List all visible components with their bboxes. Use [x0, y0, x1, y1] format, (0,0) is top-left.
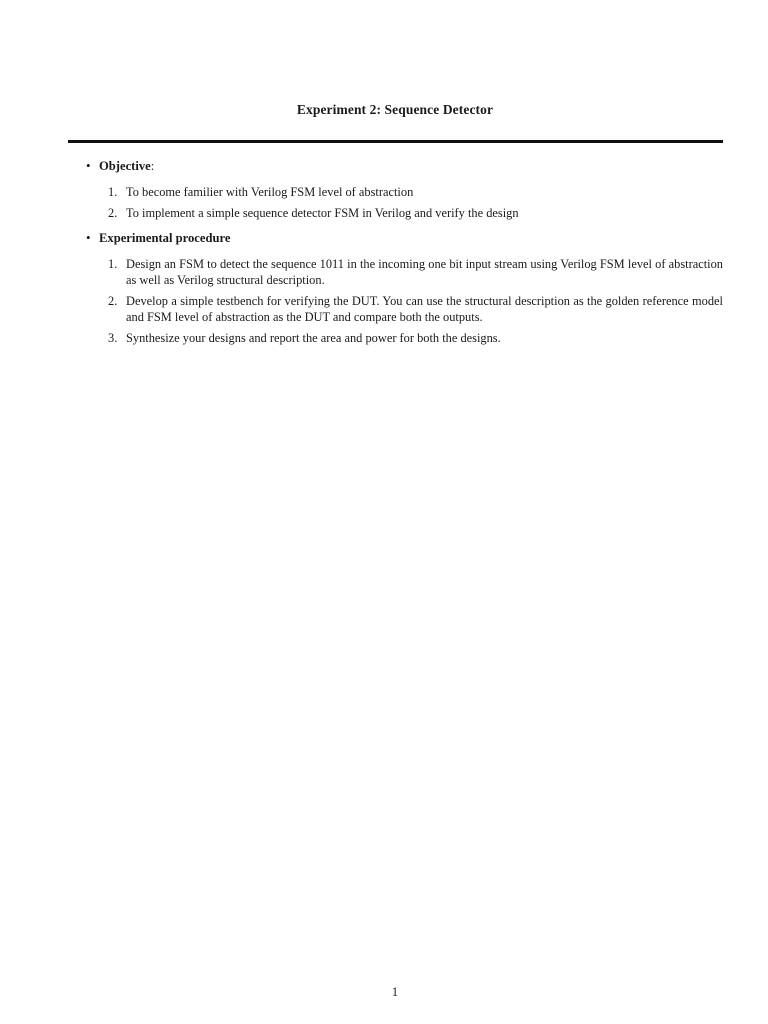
section-heading [86, 158, 723, 176]
bullet-icon: • [86, 230, 91, 245]
page-number: 1 [391, 985, 399, 999]
item-text: To become familier with Verilog FSM level of abstraction [126, 185, 414, 199]
document-body [0, 158, 768, 351]
item-number: 2. [108, 206, 118, 220]
bullet-icon: • [86, 158, 91, 173]
section-title: Objective [99, 159, 151, 173]
item-number: 1. [108, 257, 118, 271]
procedure-list [86, 256, 723, 346]
item-text: Synthesize your designs and report the area and power for both the designs. [126, 331, 501, 345]
section-heading [86, 230, 723, 248]
section-title: Experimental procedure [99, 231, 231, 245]
item-number: 2. [108, 294, 118, 308]
item-number: 3. [108, 331, 118, 345]
item-number: 1. [108, 185, 118, 199]
objective-list [86, 184, 723, 221]
list-item [86, 330, 723, 346]
document-title: Experiment 2: Sequence Detector [296, 102, 494, 117]
item-text: Develop a simple testbench for verifying the DUT. You can use the structural description as the golden reference model and FSM level of abstraction as the DUT and compare both the outputs. [126, 294, 723, 324]
title-rule [68, 140, 723, 143]
list-item [86, 293, 723, 325]
item-text: Design an FSM to detect the sequence 1011 in the incoming one bit input stream using Verilog FSM level of abstraction as well as Verilog structural description. [126, 257, 723, 287]
section-title-suffix: : [150, 159, 155, 173]
section-objective [86, 158, 723, 221]
list-item [86, 256, 723, 288]
section-procedure [86, 230, 723, 346]
list-item [86, 184, 723, 200]
item-text: To implement a simple sequence detector FSM in Verilog and verify the design [126, 206, 519, 220]
list-item [86, 205, 723, 221]
